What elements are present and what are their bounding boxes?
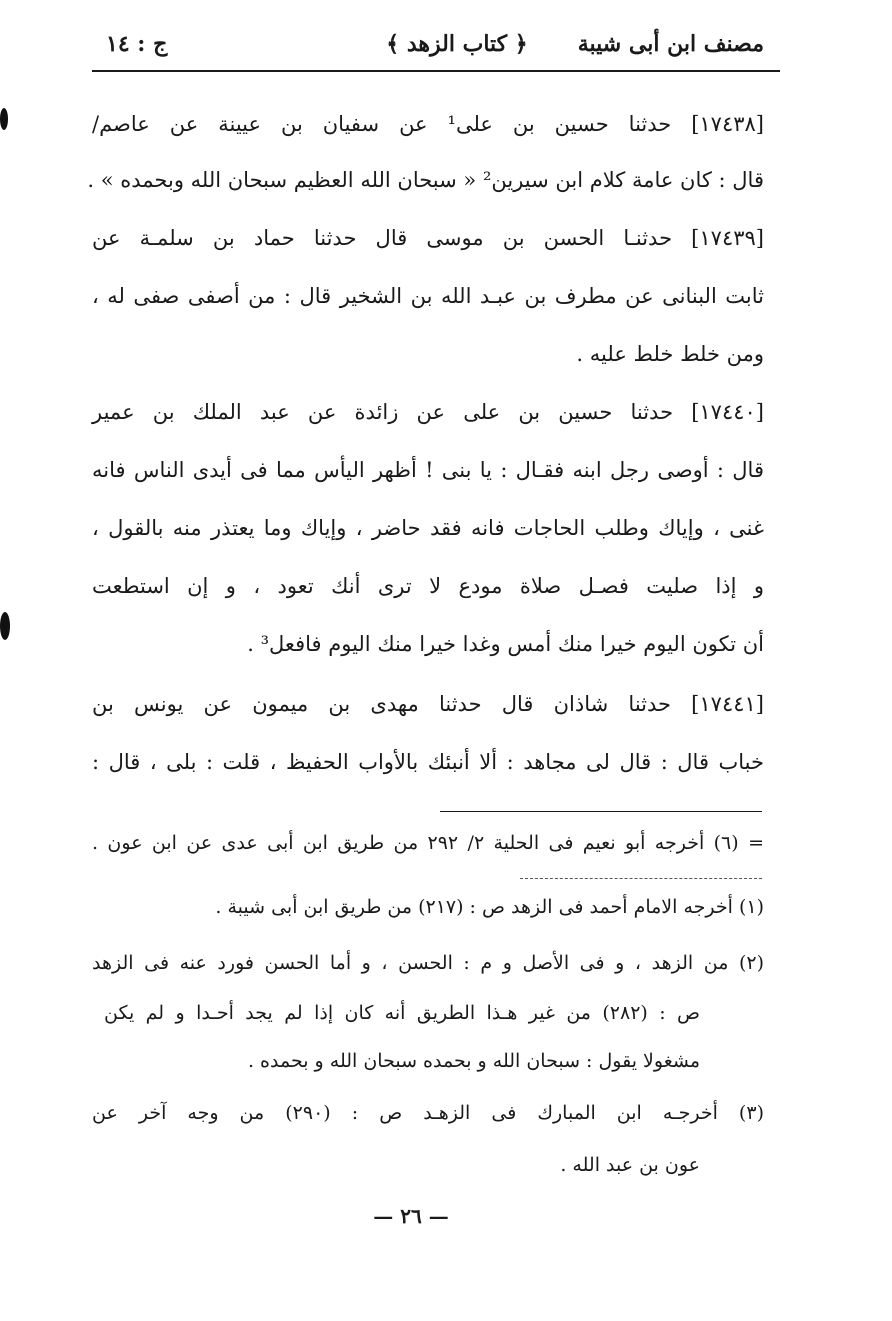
body-line: أن تكون اليوم خيرا منك أمس وغدا خيرا منك اليوم فافعل³ . — [247, 632, 764, 656]
body-line: ومن خلط خلط عليه . — [576, 342, 764, 366]
footnote-line: مشغولا يقول : سبحان الله و بحمده سبحان الله و بحمده . — [247, 1050, 700, 1072]
body-line: [١٧٤٣٩] حدثنـا الحسن بن موسى قال حدثنا حماد بن سلمـة عن — [92, 226, 764, 250]
scan-mark — [0, 612, 10, 640]
body-line: [١٧٤٤٠] حدثنا حسين بن على عن زائدة عن عبد الملك بن عمير — [92, 400, 764, 424]
body-line: [١٧٤٣٨] حدثنا حسين بن على¹ عن سفيان بن عيينة عن عاصم/ — [92, 112, 764, 136]
body-line: قال : أوصى رجل ابنه فقـال : يا بنى ! أظهر اليأس مما فى أيدى الناس فانه — [92, 458, 764, 482]
body-line: ثابت البنانى عن مطرف بن عبـد الله بن الشخير قال : من أصفى صفى له ، — [92, 284, 764, 308]
footnote-line: (١) أخرجه الامام أحمد فى الزهد ص : (٢١٧) من طريق ابن أبى شيبة . — [215, 896, 764, 918]
footnote-line: (٢) من الزهد ، و فى الأصل و م : الحسن ، و أما الحسن فورد عنه فى الزهد — [92, 952, 764, 974]
footnote-rule — [440, 811, 762, 812]
body-line: قال : كان عامة كلام ابن سيرين² « سبحان الله العظيم سبحان الله وبحمده » . — [87, 168, 764, 192]
footnote-line: (٣) أخرجـه ابن المبارك فى الزهـد ص : (٢٩٠) من وجه آخر عن — [92, 1102, 764, 1124]
header-rule — [92, 70, 780, 72]
scan-mark — [0, 108, 8, 130]
footnote-line: ص : (٢٨٢) من غير هـذا الطريق أنه كان إذا لم يجد أحـدا و لم يكن — [104, 1002, 700, 1024]
body-line: غنى ، وإياك وطلب الحاجات فانه فقد حاضر ، وإياك وما يعتذر منه بالقول ، — [92, 516, 764, 540]
volume-number: ج : ١٤ — [106, 31, 168, 57]
body-line: خباب قال : قال لى مجاهد : ألا أنبئك بالأواب الحفيظ ، قلت : بلى ، قال : — [92, 750, 764, 774]
footnote-line: عون بن عبد الله . — [560, 1154, 700, 1176]
body-line: [١٧٤٤١] حدثنا شاذان قال حدثنا مهدى بن ميمون عن يونس بن — [92, 692, 764, 716]
footnote-separator — [520, 878, 762, 879]
book-title: مصنف ابن أبى شيبة — [577, 31, 764, 57]
body-line: و إذا صليت فصـل صلاة مودع لا ترى أنك تعود ، و إن استطعت — [92, 574, 764, 598]
page-number: — ٢٦ — — [373, 1204, 449, 1228]
footnote-line: = (٦) أخرجه أبو نعيم فى الحلية ٢/ ٢٩٢ من طريق ابن أبى عدى عن ابن عون . — [92, 832, 764, 854]
section-title: ﴿ كتاب الزهد ﴾ — [386, 31, 528, 57]
